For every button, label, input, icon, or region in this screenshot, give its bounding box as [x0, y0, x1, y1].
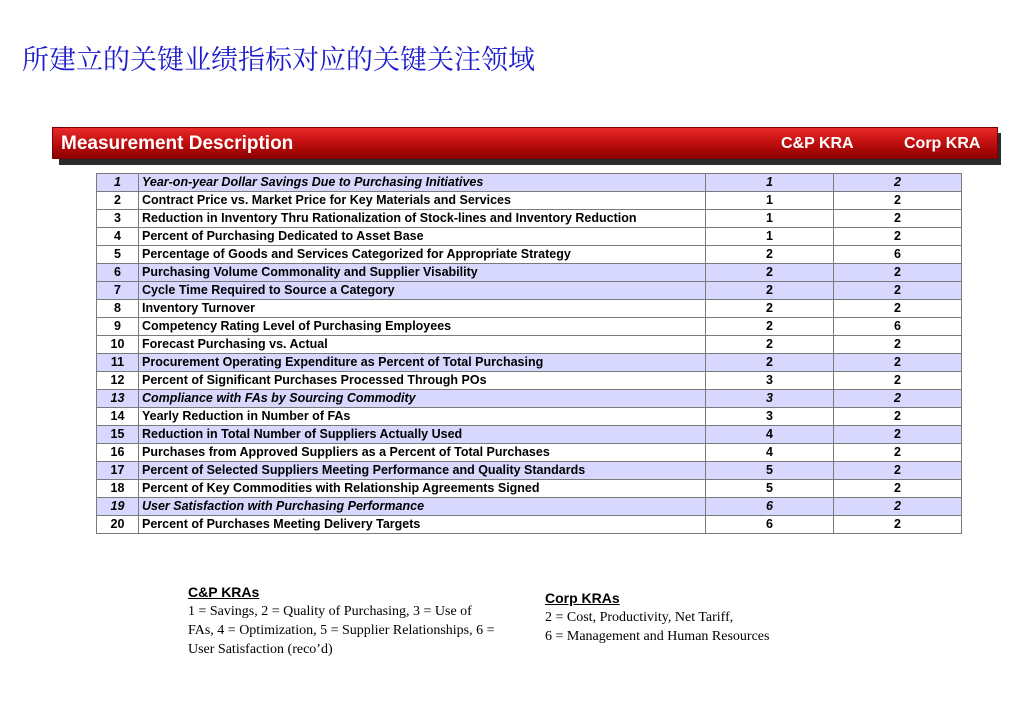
row-cp-kra: 6	[706, 498, 834, 516]
row-measurement: Purchases from Approved Suppliers as a Percent of Total Purchases	[139, 444, 706, 462]
table-row	[97, 264, 962, 282]
row-corp-kra: 6	[834, 318, 962, 336]
row-corp-kra: 2	[834, 336, 962, 354]
legend-cp-heading: C&P KRAs	[188, 584, 260, 600]
row-cp-kra: 6	[706, 516, 834, 534]
kpi-table	[96, 173, 962, 534]
row-corp-kra: 2	[834, 444, 962, 462]
table-row	[97, 282, 962, 300]
row-number: 15	[97, 426, 139, 444]
row-number: 3	[97, 210, 139, 228]
legend-corp-kras	[545, 589, 815, 646]
table-row	[97, 480, 962, 498]
table-row	[97, 336, 962, 354]
row-cp-kra: 1	[706, 174, 834, 192]
row-number: 11	[97, 354, 139, 372]
row-cp-kra: 1	[706, 228, 834, 246]
row-measurement: Reduction in Total Number of Suppliers Actually Used	[139, 426, 706, 444]
row-measurement: Yearly Reduction in Number of FAs	[139, 408, 706, 426]
row-cp-kra: 3	[706, 390, 834, 408]
row-cp-kra: 2	[706, 282, 834, 300]
header-measurement-description: Measurement Description	[61, 133, 294, 154]
table-row	[97, 228, 962, 246]
header-cp-kra: C&P KRA	[781, 135, 854, 152]
row-corp-kra: 2	[834, 480, 962, 498]
row-cp-kra: 1	[706, 192, 834, 210]
row-measurement: Purchasing Volume Commonality and Supplier Visability	[139, 264, 706, 282]
row-cp-kra: 2	[706, 264, 834, 282]
row-measurement: Percent of Selected Suppliers Meeting Performance and Quality Standards	[139, 462, 706, 480]
row-number: 5	[97, 246, 139, 264]
row-number: 10	[97, 336, 139, 354]
table-row	[97, 426, 962, 444]
row-cp-kra: 2	[706, 336, 834, 354]
row-corp-kra: 2	[834, 426, 962, 444]
row-measurement: User Satisfaction with Purchasing Performance	[139, 498, 706, 516]
row-number: 14	[97, 408, 139, 426]
row-corp-kra: 2	[834, 408, 962, 426]
row-measurement: Percent of Significant Purchases Processed Through POs	[139, 372, 706, 390]
row-corp-kra: 2	[834, 354, 962, 372]
legend-corp-line1: 2 = Cost, Productivity, Net Tariff,	[545, 610, 734, 625]
table-row	[97, 354, 962, 372]
row-corp-kra: 2	[834, 300, 962, 318]
header-corp-kra: Corp KRA	[904, 135, 981, 152]
row-cp-kra: 3	[706, 408, 834, 426]
table-row	[97, 390, 962, 408]
row-corp-kra: 2	[834, 372, 962, 390]
row-cp-kra: 4	[706, 444, 834, 462]
row-corp-kra: 2	[834, 192, 962, 210]
row-number: 2	[97, 192, 139, 210]
row-number: 12	[97, 372, 139, 390]
row-cp-kra: 5	[706, 462, 834, 480]
row-measurement: Forecast Purchasing vs. Actual	[139, 336, 706, 354]
row-cp-kra: 5	[706, 480, 834, 498]
table-row	[97, 246, 962, 264]
row-cp-kra: 2	[706, 354, 834, 372]
legend-cp-kras	[188, 583, 498, 659]
table-header-bar	[52, 127, 998, 159]
row-corp-kra: 2	[834, 282, 962, 300]
row-cp-kra: 3	[706, 372, 834, 390]
page-title: 所建立的关键业绩指标对应的关键关注领域	[22, 45, 535, 76]
row-measurement: Percent of Purchasing Dedicated to Asset Base	[139, 228, 706, 246]
row-cp-kra: 2	[706, 246, 834, 264]
row-number: 18	[97, 480, 139, 498]
table-row	[97, 210, 962, 228]
row-corp-kra: 2	[834, 462, 962, 480]
row-number: 6	[97, 264, 139, 282]
row-measurement: Compliance with FAs by Sourcing Commodity	[139, 390, 706, 408]
table-row	[97, 408, 962, 426]
row-measurement: Year-on-year Dollar Savings Due to Purchasing Initiatives	[139, 174, 706, 192]
legend-corp-line2: 6 = Management and Human Resources	[545, 629, 770, 644]
table-row	[97, 372, 962, 390]
row-corp-kra: 2	[834, 210, 962, 228]
row-number: 4	[97, 228, 139, 246]
row-corp-kra: 2	[834, 498, 962, 516]
row-corp-kra: 2	[834, 390, 962, 408]
row-number: 16	[97, 444, 139, 462]
row-number: 7	[97, 282, 139, 300]
table-row	[97, 444, 962, 462]
legend-cp-text: 1 = Savings, 2 = Quality of Purchasing, 3 = Use of FAs, 4 = Optimization, 5 = Supplier Relationships, 6 = User Satisfaction (reco’d)	[188, 604, 495, 657]
row-measurement: Procurement Operating Expenditure as Percent of Total Purchasing	[139, 354, 706, 372]
table-row	[97, 462, 962, 480]
row-number: 20	[97, 516, 139, 534]
row-number: 19	[97, 498, 139, 516]
row-number: 9	[97, 318, 139, 336]
row-measurement: Reduction in Inventory Thru Rationalization of Stock-lines and Inventory Reduction	[139, 210, 706, 228]
row-cp-kra: 2	[706, 300, 834, 318]
kpi-table-body	[97, 174, 962, 534]
table-row	[97, 174, 962, 192]
row-corp-kra: 2	[834, 264, 962, 282]
row-number: 17	[97, 462, 139, 480]
row-corp-kra: 2	[834, 174, 962, 192]
row-cp-kra: 2	[706, 318, 834, 336]
row-corp-kra: 6	[834, 246, 962, 264]
legend-corp-heading: Corp KRAs	[545, 590, 620, 606]
row-measurement: Percent of Key Commodities with Relationship Agreements Signed	[139, 480, 706, 498]
row-cp-kra: 4	[706, 426, 834, 444]
row-measurement: Cycle Time Required to Source a Category	[139, 282, 706, 300]
row-corp-kra: 2	[834, 516, 962, 534]
row-measurement: Percent of Purchases Meeting Delivery Targets	[139, 516, 706, 534]
row-measurement: Inventory Turnover	[139, 300, 706, 318]
row-number: 8	[97, 300, 139, 318]
row-measurement: Percentage of Goods and Services Categorized for Appropriate Strategy	[139, 246, 706, 264]
row-number: 1	[97, 174, 139, 192]
row-corp-kra: 2	[834, 228, 962, 246]
row-cp-kra: 1	[706, 210, 834, 228]
row-measurement: Competency Rating Level of Purchasing Employees	[139, 318, 706, 336]
row-number: 13	[97, 390, 139, 408]
table-row	[97, 318, 962, 336]
table-row	[97, 498, 962, 516]
row-measurement: Contract Price vs. Market Price for Key Materials and Services	[139, 192, 706, 210]
table-row	[97, 516, 962, 534]
table-row	[97, 192, 962, 210]
table-row	[97, 300, 962, 318]
